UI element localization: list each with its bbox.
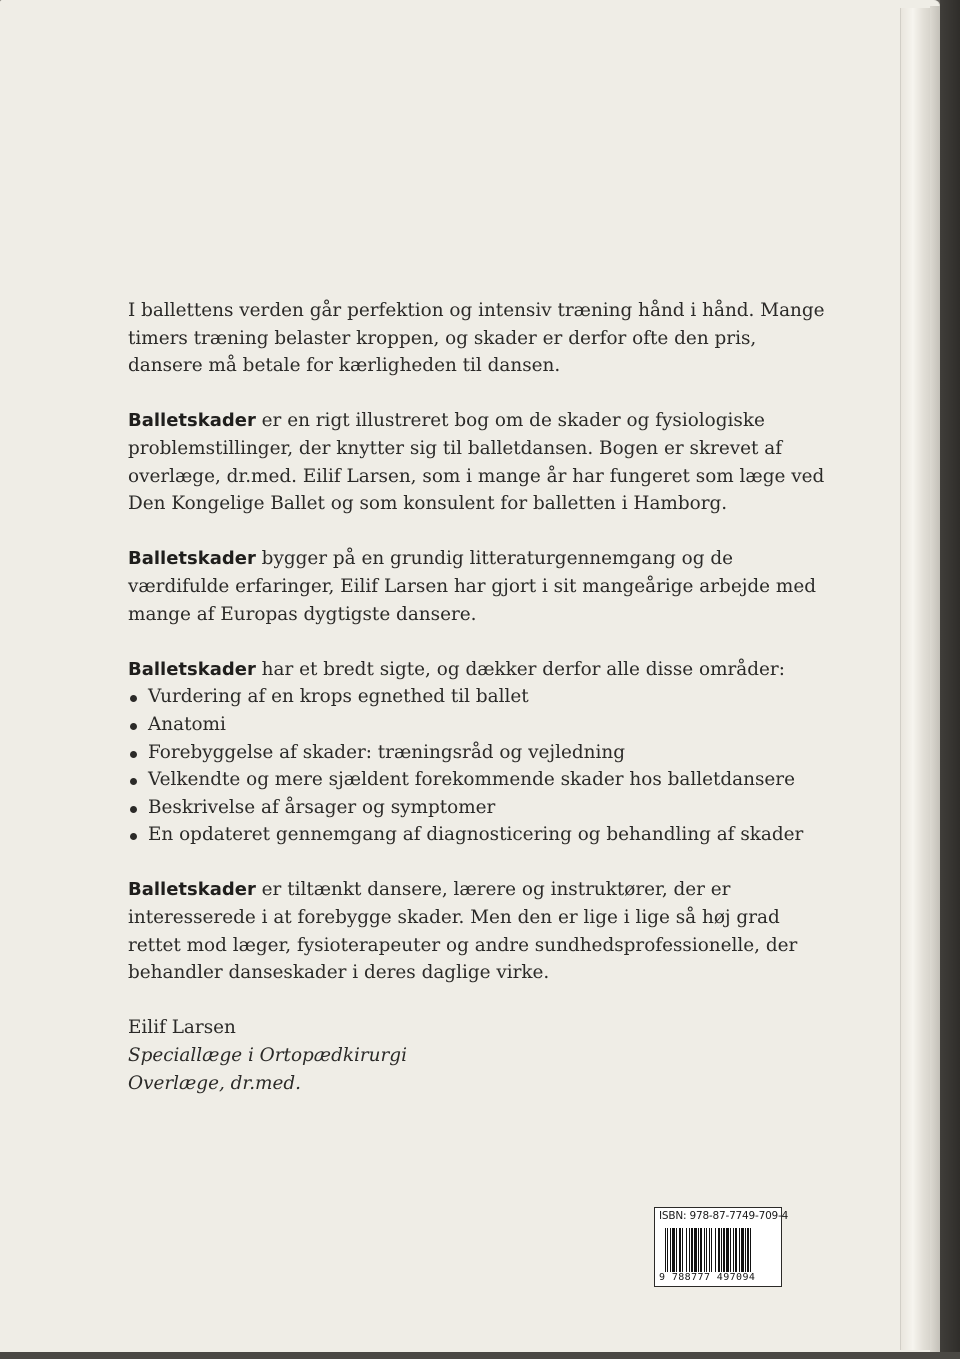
table-surface-bottom <box>0 1352 960 1359</box>
list-item-text: Forebyggelse af skader: træningsråd og vejledning <box>148 741 625 763</box>
spine-edge <box>930 6 940 1352</box>
barcode-bar <box>698 1228 699 1272</box>
basis-paragraph <box>128 545 828 628</box>
areas-intro <box>128 656 828 684</box>
list-item <box>128 766 828 794</box>
isbn-digits: 9 788777 497094 <box>659 1272 756 1283</box>
barcode-bar <box>672 1228 675 1272</box>
barcode-bar <box>721 1228 722 1272</box>
barcode-bar <box>735 1228 737 1272</box>
barcode-bar <box>739 1228 740 1272</box>
list-item-text: En opdateret gennemgang af diagnosticering og behandling af skader <box>148 824 804 846</box>
bullet-icon <box>130 778 137 785</box>
barcode-bar <box>670 1228 671 1272</box>
barcode-icon <box>665 1228 773 1272</box>
table-surface-right <box>940 0 960 1359</box>
barcode-bar <box>726 1228 729 1272</box>
audience-paragraph <box>128 876 828 986</box>
barcode-bar <box>711 1228 712 1272</box>
author-name: Eilif Larsen <box>128 1017 236 1039</box>
barcode-bar <box>741 1228 744 1272</box>
blurb-text <box>128 297 828 1097</box>
barcode-bar <box>689 1228 690 1272</box>
list-item <box>128 683 828 711</box>
barcode-bar <box>686 1228 687 1272</box>
barcode-bar <box>747 1228 749 1272</box>
book-title-bold: Balletskader <box>128 410 256 432</box>
list-item-text: Vurdering af en krops egnethed til ballet <box>148 686 529 708</box>
list-item-text: Velkendte og mere sjældent forekommende skader hos balletdansere <box>148 769 795 791</box>
barcode-bar <box>665 1228 666 1272</box>
bullet-icon <box>130 695 137 702</box>
barcode-bar <box>715 1228 716 1272</box>
isbn-barcode-box <box>654 1207 789 1287</box>
areas-list <box>128 683 828 849</box>
barcode-bar <box>676 1228 677 1272</box>
barcode-bar <box>694 1228 697 1272</box>
isbn-label: ISBN: 978-87-7749-709-4 <box>659 1210 789 1222</box>
list-item <box>128 794 828 822</box>
barcode-bar <box>745 1228 746 1272</box>
list-item <box>128 821 828 849</box>
list-item-text: Beskrivelse af årsager og symptomer <box>148 796 496 818</box>
bullet-icon <box>130 723 137 730</box>
barcode-bar <box>750 1228 751 1272</box>
spine-hinge <box>900 8 931 1350</box>
audience-text: er tiltænkt dansere, lærere og instruktører, der er interesserede i at forebygge skader. Men den er lige i lige så høj grad rettet mod læger, fysioterapeuter og andre sundhedsprofessionelle, der behandler danseskader i deres daglige virke. <box>128 879 798 984</box>
intro-text: I ballettens verden går perfektion og intensiv træning hånd i hånd. Mange timers træning belaster kroppen, og skader er derfor ofte den pris, dansere må betale for kærligheden til dansen. <box>128 300 825 377</box>
author-degree: Overlæge, dr.med. <box>128 1072 301 1094</box>
barcode-bar <box>679 1228 681 1272</box>
barcode-bar <box>706 1228 707 1272</box>
book-title-bold: Balletskader <box>128 879 256 901</box>
basis-text: bygger på en grundig litteraturgennemgang og de værdifulde erfaringer, Eilif Larsen har gjort i sit mangeårige arbejde med mange af Europas dygtigste dansere. <box>128 548 816 625</box>
description-text: er en rigt illustreret bog om de skader og fysiologiske problemstillinger, der knytter sig til balletdansen. Bogen er skrevet af overlæge, dr.med. Eilif Larsen, som i mange år har fungeret som læge ved Den Kongelige Ballet og som konsulent for balletten i Hamborg. <box>128 410 825 515</box>
barcode-bar <box>700 1228 702 1272</box>
bullet-icon <box>130 833 137 840</box>
book-title-bold: Balletskader <box>128 548 256 570</box>
areas-intro-text: har et bredt sigte, og dækker derfor alle disse områder: <box>255 658 785 680</box>
barcode-bar <box>691 1228 693 1272</box>
barcode-bar <box>730 1228 731 1272</box>
list-item <box>128 711 828 739</box>
bullet-icon <box>130 751 137 758</box>
barcode-bar <box>682 1228 683 1272</box>
book-title-bold: Balletskader <box>128 658 256 680</box>
list-item-text: Anatomi <box>148 713 226 735</box>
intro-paragraph <box>128 297 828 380</box>
author-signature <box>128 1014 828 1097</box>
barcode-bar <box>709 1228 710 1272</box>
barcode-bar <box>718 1228 720 1272</box>
bullet-icon <box>130 806 137 813</box>
barcode-bar <box>704 1228 705 1272</box>
barcode-bar <box>723 1228 725 1272</box>
list-item <box>128 739 828 767</box>
author-specialty: Speciallæge i Ortopædkirurgi <box>128 1045 407 1067</box>
description-paragraph <box>128 407 828 517</box>
barcode-bar <box>733 1228 734 1272</box>
barcode-bar <box>667 1228 668 1272</box>
